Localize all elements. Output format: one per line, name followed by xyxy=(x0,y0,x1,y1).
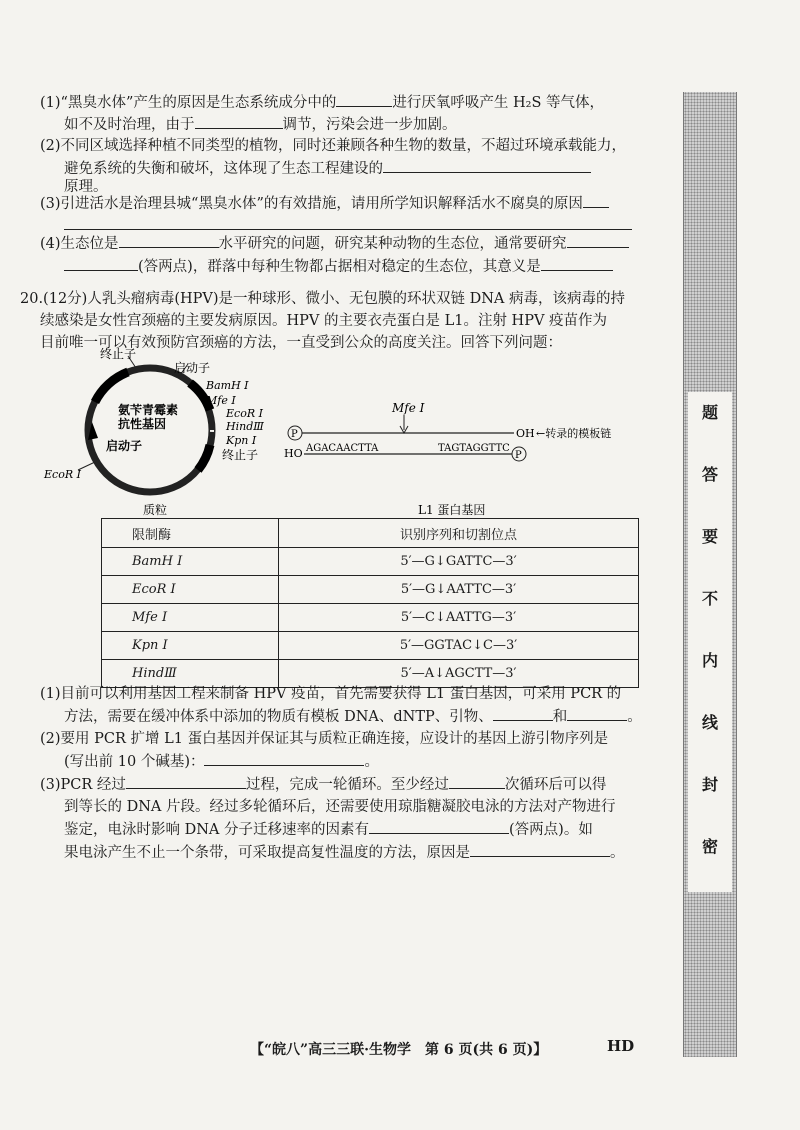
seal-char: 封 xyxy=(701,775,718,794)
q20-intro-line3: 目前唯一可以有效预防宫颈癌的方法，一直受到公众的高度关注。回答下列问题： xyxy=(40,335,562,351)
answer-blank[interactable] xyxy=(383,158,591,173)
gene-caption: L1 蛋白基因 xyxy=(418,503,486,517)
terminator-block xyxy=(198,445,210,470)
enzyme-site: 5′—A↓AGCTT—3′ xyxy=(279,660,639,688)
q20-s3-line1 xyxy=(40,774,606,795)
answer-blank[interactable] xyxy=(64,256,138,271)
table-row xyxy=(102,604,639,632)
page-footer: 【“皖八”高三三联·生物学 第 6 页(共 6 页)】 xyxy=(250,1042,548,1058)
plasmid-mfei-label: Mfe Ⅰ xyxy=(206,394,236,407)
q20-intro-line1: 20.(12分)人乳头瘤病毒(HPV)是一种球形、微小、无包膜的环状双链 DNA 病毒，该病毒的持 xyxy=(20,291,626,307)
q19-p1-text-a: (1)“黑臭水体”产生的原因是生态系统成分中的 xyxy=(40,95,337,111)
q19-p1-text-c: 如不及时治理，由于 xyxy=(64,117,195,133)
q20-s1-line2 xyxy=(64,706,642,727)
table-header-enzyme: 限制酶 xyxy=(102,519,279,548)
q20-s3-line3 xyxy=(64,819,593,840)
enzyme-name: HindⅢ xyxy=(102,660,279,688)
q19-p4-text-a: (4)生态位是 xyxy=(40,236,119,252)
table-row xyxy=(102,548,639,576)
answer-blank[interactable] xyxy=(567,233,629,248)
plasmid-diagram xyxy=(40,347,280,518)
enzyme-site: 5′—GGTAC↓C—3′ xyxy=(279,632,639,660)
q19-part4-line2 xyxy=(64,256,613,277)
restriction-enzyme-table xyxy=(101,518,639,688)
answer-blank[interactable] xyxy=(493,706,553,721)
q20-s3-text-f: (答两点)。如 xyxy=(509,822,593,838)
q19-p1-text-d: 调节，污染会进一步加剧。 xyxy=(282,117,457,133)
enzyme-name: Mfe Ⅰ xyxy=(102,604,279,632)
answer-blank-long[interactable] xyxy=(64,215,632,230)
q20-s1-text-b: 方法，需要在缓冲体系中添加的物质有模板 DNA、dNTP、引物、 xyxy=(64,709,493,725)
q20-s3-text-a: (3)PCR 经过 xyxy=(40,777,126,793)
answer-blank[interactable] xyxy=(583,193,609,208)
plasmid-caption: 质粒 xyxy=(143,503,168,517)
enzyme-site: 5′—G↓AATTC—3′ xyxy=(279,576,639,604)
q19-p4-text-c: (答两点)，群落中每种生物都占据相对稳定的生态位，其意义是 xyxy=(138,259,541,275)
q20-s3-text-e: 鉴定，电泳时影响 DNA 分子迁移速率的因素有 xyxy=(64,822,370,838)
paper-code: HD xyxy=(607,1037,635,1055)
plasmid-terminator-bottom-label: 终止子 xyxy=(222,448,259,462)
answer-blank[interactable] xyxy=(369,819,509,834)
q20-s2-line1: (2)要用 PCR 扩增 L1 蛋白基因并保证其与质粒正确连接，应设计的基因上游引物序列是 xyxy=(40,731,609,747)
q20-s3-line4 xyxy=(64,842,625,863)
gene-seq-right: TAGTAGGTTC xyxy=(438,443,510,454)
gene-template-label: ←转录的模板链 xyxy=(536,427,612,440)
q20-s3-text-b: 过程，完成一轮循环。至少经过 xyxy=(245,777,449,793)
answer-blank[interactable] xyxy=(204,751,364,766)
q20-s3-text-h: 。 xyxy=(610,845,625,861)
answer-blank[interactable] xyxy=(470,842,610,857)
answer-blank[interactable] xyxy=(567,706,627,721)
q20-s2-line2 xyxy=(64,751,379,772)
seal-char: 题 xyxy=(701,403,718,422)
answer-blank[interactable] xyxy=(336,92,392,107)
gene-ho-left: HO xyxy=(284,447,303,460)
q19-p2-text-c: 原理。 xyxy=(64,179,108,195)
q19-p4-text-b: 水平研究的问题，研究某种动物的生态位，通常要研究 xyxy=(218,236,567,252)
plasmid-ecori-label: EcoR Ⅰ xyxy=(226,407,263,420)
plasmid-resistance-label-2: 抗性基因 xyxy=(118,417,167,431)
plasmid-bamhi-label: BamH Ⅰ xyxy=(206,379,249,392)
q19-p2-text-b: 避免系统的失衡和破坏，这体现了生态工程建设的 xyxy=(64,161,383,177)
table-header-site: 识别序列和切割位点 xyxy=(279,519,639,548)
gene-seq-left: AGACAACTTA xyxy=(306,443,379,454)
answer-blank[interactable] xyxy=(126,774,246,789)
table-row xyxy=(102,632,639,660)
plasmid-kpni-label: Kpn Ⅰ xyxy=(226,434,257,447)
seal-char: 线 xyxy=(701,713,718,732)
q20-s3-text-c: 次循环后可以得 xyxy=(504,777,607,793)
q20-intro-line2: 续感染是女性宫颈癌的主要发病原因。HPV 的主要衣壳蛋白是 L1。注射 HPV 疫苗作为 xyxy=(40,313,608,329)
enzyme-name: Kpn Ⅰ xyxy=(102,632,279,660)
q20-s3-line2: 到等长的 DNA 片段。经过多轮循环后，还需要使用琼脂糖凝胶电泳的方法对产物进行 xyxy=(64,799,616,815)
seal-char: 要 xyxy=(701,527,718,546)
q19-part1-line2 xyxy=(64,114,457,135)
amp-gene-block xyxy=(95,372,128,402)
answer-blank[interactable] xyxy=(541,256,613,271)
gene-mfei-label: Mfe Ⅰ xyxy=(392,401,425,415)
seal-line-text-column xyxy=(688,392,732,892)
q19-part2-line2 xyxy=(64,158,591,179)
plasmid-hindiii-label: HindⅢ xyxy=(226,420,264,433)
q20-s1-text-d: 。 xyxy=(627,709,642,725)
q19-part3-line1 xyxy=(40,193,609,214)
answer-blank[interactable] xyxy=(119,233,219,248)
seal-char: 答 xyxy=(701,465,718,484)
q20-s1-line1: (1)目前可以利用基因工程来制备 HPV 疫苗，首先需要获得 L1 蛋白基因，可采用 PCR 的 xyxy=(40,686,622,702)
enzyme-name: EcoR Ⅰ xyxy=(102,576,279,604)
q20-s1-text-c: 和 xyxy=(552,709,568,725)
q19-p1-text-b: 进行厌氧呼吸产生 H₂S 等气体， xyxy=(392,95,604,111)
q20-s2-text-b: (写出前 10 个碱基)： xyxy=(64,754,205,770)
gene-oh-right: OH xyxy=(516,427,535,440)
q19-p3-text-a: (3)引进活水是治理县城“黑臭水体”的有效措施，请用所学知识解释活水不腐臭的原因 xyxy=(40,196,583,212)
plasmid-resistance-label-1: 氨苄青霉素 xyxy=(118,403,179,417)
plasmid-promoter-top-label: 启动子 xyxy=(174,361,211,375)
q19-part4-line1 xyxy=(40,233,629,254)
seal-char: 内 xyxy=(701,651,718,670)
plasmid-promoter-inner-label: 启动子 xyxy=(106,439,143,453)
answer-blank[interactable] xyxy=(449,774,505,789)
table-row xyxy=(102,576,639,604)
plasmid-ecori-outer-label: EcoR Ⅰ xyxy=(44,468,81,481)
q19-part1-line1 xyxy=(40,92,604,113)
q20-s3-text-g: 果电泳产生不止一个条带，可采取提高复性温度的方法，原因是 xyxy=(64,845,470,861)
q20-s2-text-c: 。 xyxy=(364,754,379,770)
gene-p-left: P xyxy=(291,429,298,440)
enzyme-name: BamH Ⅰ xyxy=(102,548,279,576)
seal-char: 不 xyxy=(701,589,718,608)
plasmid-terminator-top-label: 终止子 xyxy=(100,347,137,361)
enzyme-site: 5′—C↓AATTG—3′ xyxy=(279,604,639,632)
table-header-row xyxy=(102,519,639,548)
q19-p2-text-a: (2)不同区域选择种植不同类型的植物，同时还兼顾各种生物的数量，不超过环境承载能力， xyxy=(40,138,627,154)
q19-part2-line1 xyxy=(40,136,626,156)
seal-char: 密 xyxy=(701,837,718,856)
seal-line-sidebar xyxy=(683,92,737,1057)
l1-gene-diagram xyxy=(282,400,612,518)
enzyme-site: 5′—G↓GATTC—3′ xyxy=(279,548,639,576)
answer-blank[interactable] xyxy=(195,114,283,129)
gene-p-right: P xyxy=(515,450,522,461)
